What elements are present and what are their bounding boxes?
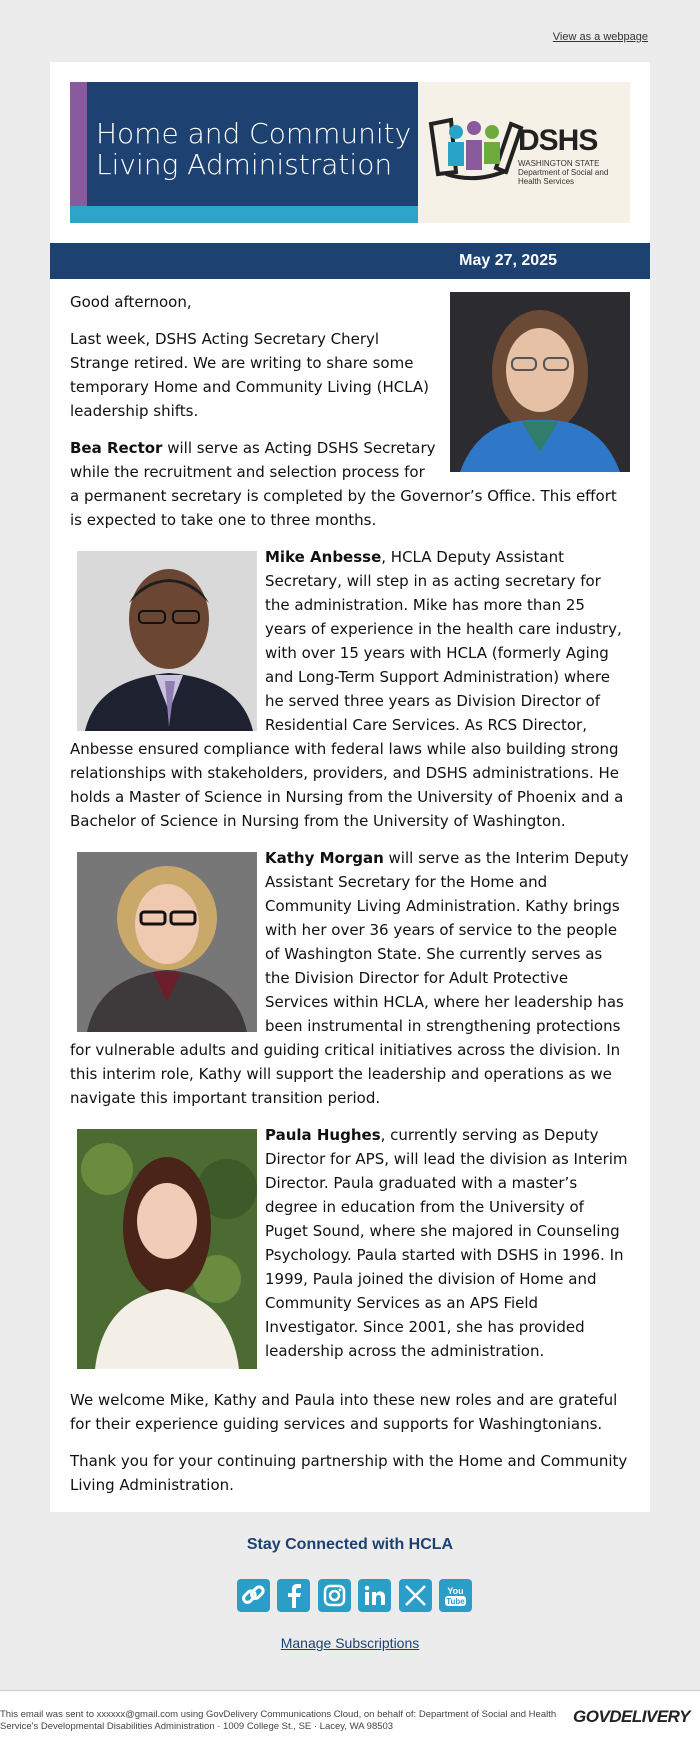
svg-text:Tube: Tube (446, 1597, 466, 1606)
facebook-icon[interactable] (277, 1579, 310, 1612)
banner-title-panel (70, 82, 418, 223)
svg-text:You: You (447, 1586, 464, 1596)
header-banner (70, 82, 630, 223)
welcome-paragraph: We welcome Mike, Kathy and Paula into these new roles and are grateful for their experience guiding services and supports for Washingtonians. (70, 1391, 618, 1433)
email-card (50, 62, 650, 1512)
x-icon[interactable] (399, 1579, 432, 1612)
instagram-icon[interactable] (318, 1579, 351, 1612)
date-bar (50, 243, 650, 279)
banner-title: Home and Community Living Administration (96, 117, 412, 181)
top-bar (0, 0, 700, 62)
view-as-webpage-link[interactable]: View as a webpage (552, 31, 648, 43)
bottom-bar (0, 1690, 700, 1739)
disclaimer-text: This email was sent to xxxxxx@gmail.com using GovDelivery Communications Cloud, on behalf of: Department of Social and Health Service's Developmental Disabilities Administration · 1009 College St., SE · Lacey, WA 98503 (0, 1709, 557, 1732)
intro-paragraph: Last week, DSHS Acting Secretary Cheryl Strange retired. We are writing to share some temporary Home and Community Living (HCLA) leadership shifts. (70, 330, 430, 420)
link-icon[interactable] (237, 1579, 270, 1612)
youtube-icon[interactable] (439, 1579, 472, 1612)
kathy-morgan-photo (77, 852, 257, 1032)
thanks-paragraph: Thank you for your continuing partnership with the Home and Community Living Administration. (70, 1452, 628, 1494)
family-logo-icon (426, 114, 526, 194)
greeting: Good afternoon, (70, 293, 192, 311)
bea-rector-photo (450, 292, 630, 472)
dshs-logo: DSHS WASHINGTON STATE Department of Social and Health Services (418, 82, 630, 223)
date-text: May 27, 2025 (459, 252, 557, 269)
email-body (70, 290, 630, 1510)
bea-paragraph: Bea Rector will serve as Acting DSHS Secretary while the recruitment and selection process for a permanent secretary is completed by the Governor’s Office. This effort is expected to take one to three months. (70, 439, 617, 529)
linkedin-icon[interactable] (358, 1579, 391, 1612)
social-links (237, 1579, 475, 1613)
kathy-paragraph: Kathy Morgan will serve as the Interim Deputy Assistant Secretary for the Home and Community Living Administration. Kathy brings with her over 36 years of service to the people of Washington State. She currently serves as the Division Director for Adult Protective Services within HCLA, where her leadership has been instrumental in strengthening protections for vulnerable adults and guiding critical initiatives across the division. In this interim role, Kathy will support the leadership and operations as we navigate this important transition period. (70, 849, 629, 1107)
stay-connected-heading: Stay Connected with HCLA (246, 1536, 454, 1553)
paula-hughes-photo (77, 1129, 257, 1369)
manage-subscriptions-link[interactable]: Manage Subscriptions (280, 1635, 420, 1651)
govdelivery-logo[interactable]: GOVDELIVERY (573, 1707, 690, 1726)
mike-paragraph: Mike Anbesse, HCLA Deputy Assistant Secretary, will step in as acting secretary for the administration. Mike has more than 25 years of experience in the health care industry, with over 15 years with HCLA (formerly Aging and Long-Term Support Administration) where he served three years as Division Director of Residential Care Services. As RCS Director, Anbesse ensured compliance with federal laws while also building strong relationships with stakeholders, providers, and DSHS administrations. He holds a Master of Science in Nursing from the University of Phoenix and a Bachelor of Science in Nursing from the University of Washington. (70, 548, 624, 830)
paula-paragraph: Paula Hughes, currently serving as Deputy Director for APS, will lead the division as Interim Director. Paula graduated with a master’s degree in education from the University of Puget Sound, where she majored in Counseling Psychology. Paula started with DSHS in 1996. In 1999, Paula joined the division of Home and Community Services as an APS Field Investigator. Since 2001, she has provided leadership across the administration. (265, 1126, 628, 1360)
mike-anbesse-photo (77, 551, 257, 731)
